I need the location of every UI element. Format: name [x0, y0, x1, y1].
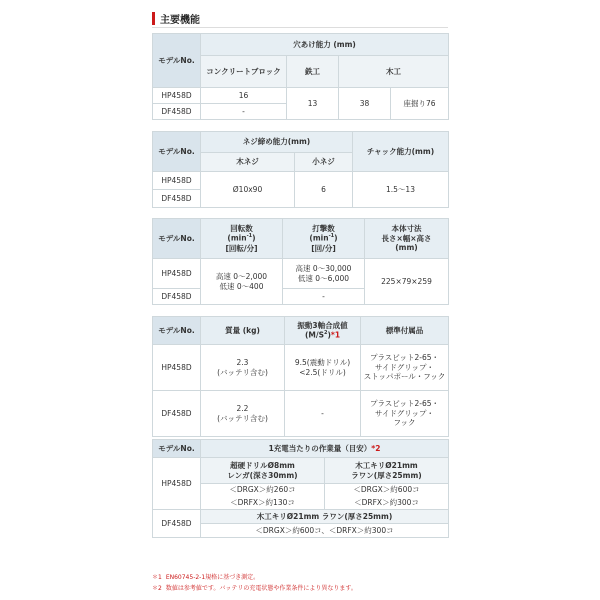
- footnote-2: [152, 583, 357, 592]
- masonry-drill-line2: レンガ(深さ30mm): [227, 470, 298, 480]
- model-cell: DF458D: [153, 289, 201, 305]
- concrete-header: コンクリートブロック: [201, 56, 287, 88]
- weight-value: [201, 391, 285, 437]
- work-capacity-table: [152, 439, 449, 538]
- rpm-unit-sup: -1: [246, 233, 253, 240]
- blow-unit-sup: -1: [328, 233, 335, 240]
- weight-accessory-table: [152, 316, 449, 437]
- model-cell: HP458D: [153, 345, 201, 391]
- vibration-footnote-ref: *1: [330, 330, 341, 340]
- drilling-capacity-header: 穴あけ能力 (mm): [201, 34, 449, 56]
- work-capacity-title: 1充電当たりの作業量（目安）: [268, 443, 372, 453]
- vibration-line1: -: [321, 408, 324, 418]
- model-cell: DF458D: [153, 510, 201, 538]
- wood-drfx-value: ＜DRFX＞約300コ: [325, 497, 449, 510]
- vibration-value: [285, 345, 361, 391]
- dimension-header: [365, 219, 449, 259]
- model-cell: HP458D: [153, 259, 201, 289]
- masonry-drill-line1: 超硬ドリルØ8mm: [230, 460, 295, 470]
- vibration-line1: 9.5(震動ドリル): [294, 357, 351, 367]
- blow-unit-close: ): [334, 233, 338, 243]
- drilling-capacity-table: [152, 33, 449, 120]
- masonry-drill-header: [201, 458, 325, 484]
- accessory-line1: プラスビット2-65・: [370, 398, 439, 408]
- dimension-value: 225×79×259: [365, 259, 449, 305]
- weight-note: (バッテリ含む): [217, 413, 268, 423]
- model-cell: HP458D: [153, 172, 201, 190]
- rpm-low: 低速 0～400: [219, 281, 264, 291]
- blow-value: [283, 259, 365, 289]
- weight-number: 2.3: [236, 357, 249, 367]
- model-cell: DF458D: [153, 190, 201, 208]
- vibration-header-line2: [287, 330, 358, 340]
- wood-header: 木工: [339, 56, 449, 88]
- wood-screw-value: Ø10x90: [201, 172, 295, 208]
- section-header: [152, 10, 200, 26]
- footnote-text: 数値は参考値です。バッテリの充電状態や作業条件により異なります。: [165, 585, 357, 592]
- screw-capacity-header: ネジ締め能力(mm): [201, 132, 353, 153]
- work-capacity-footnote-ref: *2: [371, 443, 381, 453]
- chuck-capacity-header: チャック能力(mm): [353, 132, 449, 172]
- rpm-unit: (min: [227, 233, 247, 243]
- wood-auger-line1: 木工キリØ21mm: [355, 460, 418, 470]
- accessory-line3: ストッパポール・フック: [363, 372, 446, 382]
- model-cell: DF458D: [153, 391, 201, 437]
- accessory-header: 標準付属品: [361, 317, 449, 345]
- footnote-number: ＊1: [152, 574, 162, 581]
- rpm-header-line1: 回転数: [230, 223, 253, 233]
- wood-screw-header: 木ネジ: [201, 153, 295, 172]
- screw-capacity-table: [152, 131, 449, 208]
- iron-value: 13: [287, 88, 339, 120]
- accessory-value: [361, 391, 449, 437]
- model-header: モデルNo.: [153, 440, 201, 458]
- model-cell: DF458D: [153, 104, 201, 120]
- blow-high: 高速 0～30,000: [295, 263, 352, 273]
- blow-header: [283, 219, 365, 259]
- blow-low: 低速 0～6,000: [297, 273, 350, 283]
- blow-header-line2: [285, 233, 362, 243]
- rpm-value: [201, 259, 283, 305]
- blow-unit: (min: [309, 233, 329, 243]
- weight-value: [201, 345, 285, 391]
- accessory-value: [361, 345, 449, 391]
- blow-header-line1: 打撃数: [312, 223, 335, 233]
- blow-header-line3: [回/分]: [311, 243, 336, 253]
- weight-header: 質量 (kg): [201, 317, 285, 345]
- model-cell: HP458D: [153, 88, 201, 104]
- small-screw-value: 6: [295, 172, 353, 208]
- work-capacity-header: [201, 440, 449, 458]
- wood-value: 38: [339, 88, 391, 120]
- vibration-unit-close: ): [327, 330, 331, 340]
- rpm-header-line3: [回転/分]: [225, 243, 258, 253]
- footnote-text: EN60745-2-1規格に基づき測定。: [165, 574, 260, 581]
- df-work-value: ＜DRGX＞約600コ、＜DRFX＞約300コ: [201, 524, 449, 538]
- dimension-header-line3: (mm): [395, 243, 418, 253]
- rpm-header: [201, 219, 283, 259]
- wood-auger-header: [325, 458, 449, 484]
- model-header: モデルNo.: [153, 34, 201, 88]
- footnote-1: [152, 572, 259, 581]
- footnote-number: ＊2: [152, 585, 162, 592]
- accessory-line3: フック: [393, 418, 416, 428]
- accessory-line1: プラスビット2-65・: [370, 352, 439, 362]
- vibration-header-line1: 振動3軸合成値: [297, 320, 348, 330]
- vibration-value: [285, 391, 361, 437]
- vibration-header: [285, 317, 361, 345]
- small-screw-header: 小ネジ: [295, 153, 353, 172]
- model-header: モデルNo.: [153, 132, 201, 172]
- chuck-value: 1.5～13: [353, 172, 449, 208]
- weight-number: 2.2: [236, 403, 249, 413]
- masonry-drgx-value: ＜DRGX＞約260コ: [201, 484, 325, 497]
- accessory-line2: サイドグリップ・: [374, 408, 435, 418]
- wood-counterbore-value: 座掘り76: [391, 88, 449, 120]
- section-divider: [152, 27, 448, 28]
- blow-value-df: -: [283, 289, 365, 305]
- model-header: モデルNo.: [153, 317, 201, 345]
- section-accent-bar: [152, 12, 155, 25]
- vibration-unit: (M/S: [304, 330, 324, 340]
- concrete-value: 16: [201, 88, 287, 104]
- wood-auger-line2: ラワン(厚さ25mm): [351, 470, 422, 480]
- dimension-header-line2: 長さ×幅×高さ: [381, 233, 432, 243]
- vibration-unit-sup: 2: [323, 330, 328, 337]
- rpm-high: 高速 0～2,000: [215, 271, 268, 281]
- section-title: 主要機能: [160, 14, 200, 26]
- masonry-drfx-value: ＜DRFX＞約130コ: [201, 497, 325, 510]
- weight-note: (バッテリ含む): [217, 367, 268, 377]
- rpm-header-line2: [203, 233, 280, 243]
- model-header: モデルNo.: [153, 219, 201, 259]
- speed-dimension-table: [152, 218, 449, 305]
- dimension-header-line1: 本体寸法: [391, 223, 422, 233]
- df-work-header: 木工キリØ21mm ラワン(厚さ25mm): [201, 510, 449, 524]
- model-cell: HP458D: [153, 458, 201, 510]
- iron-header: 鉄工: [287, 56, 339, 88]
- vibration-line2: <2.5(ドリル): [299, 367, 346, 377]
- wood-drgx-value: ＜DRGX＞約600コ: [325, 484, 449, 497]
- rpm-unit-close: ): [252, 233, 256, 243]
- accessory-line2: サイドグリップ・: [374, 362, 435, 372]
- concrete-value: -: [201, 104, 287, 120]
